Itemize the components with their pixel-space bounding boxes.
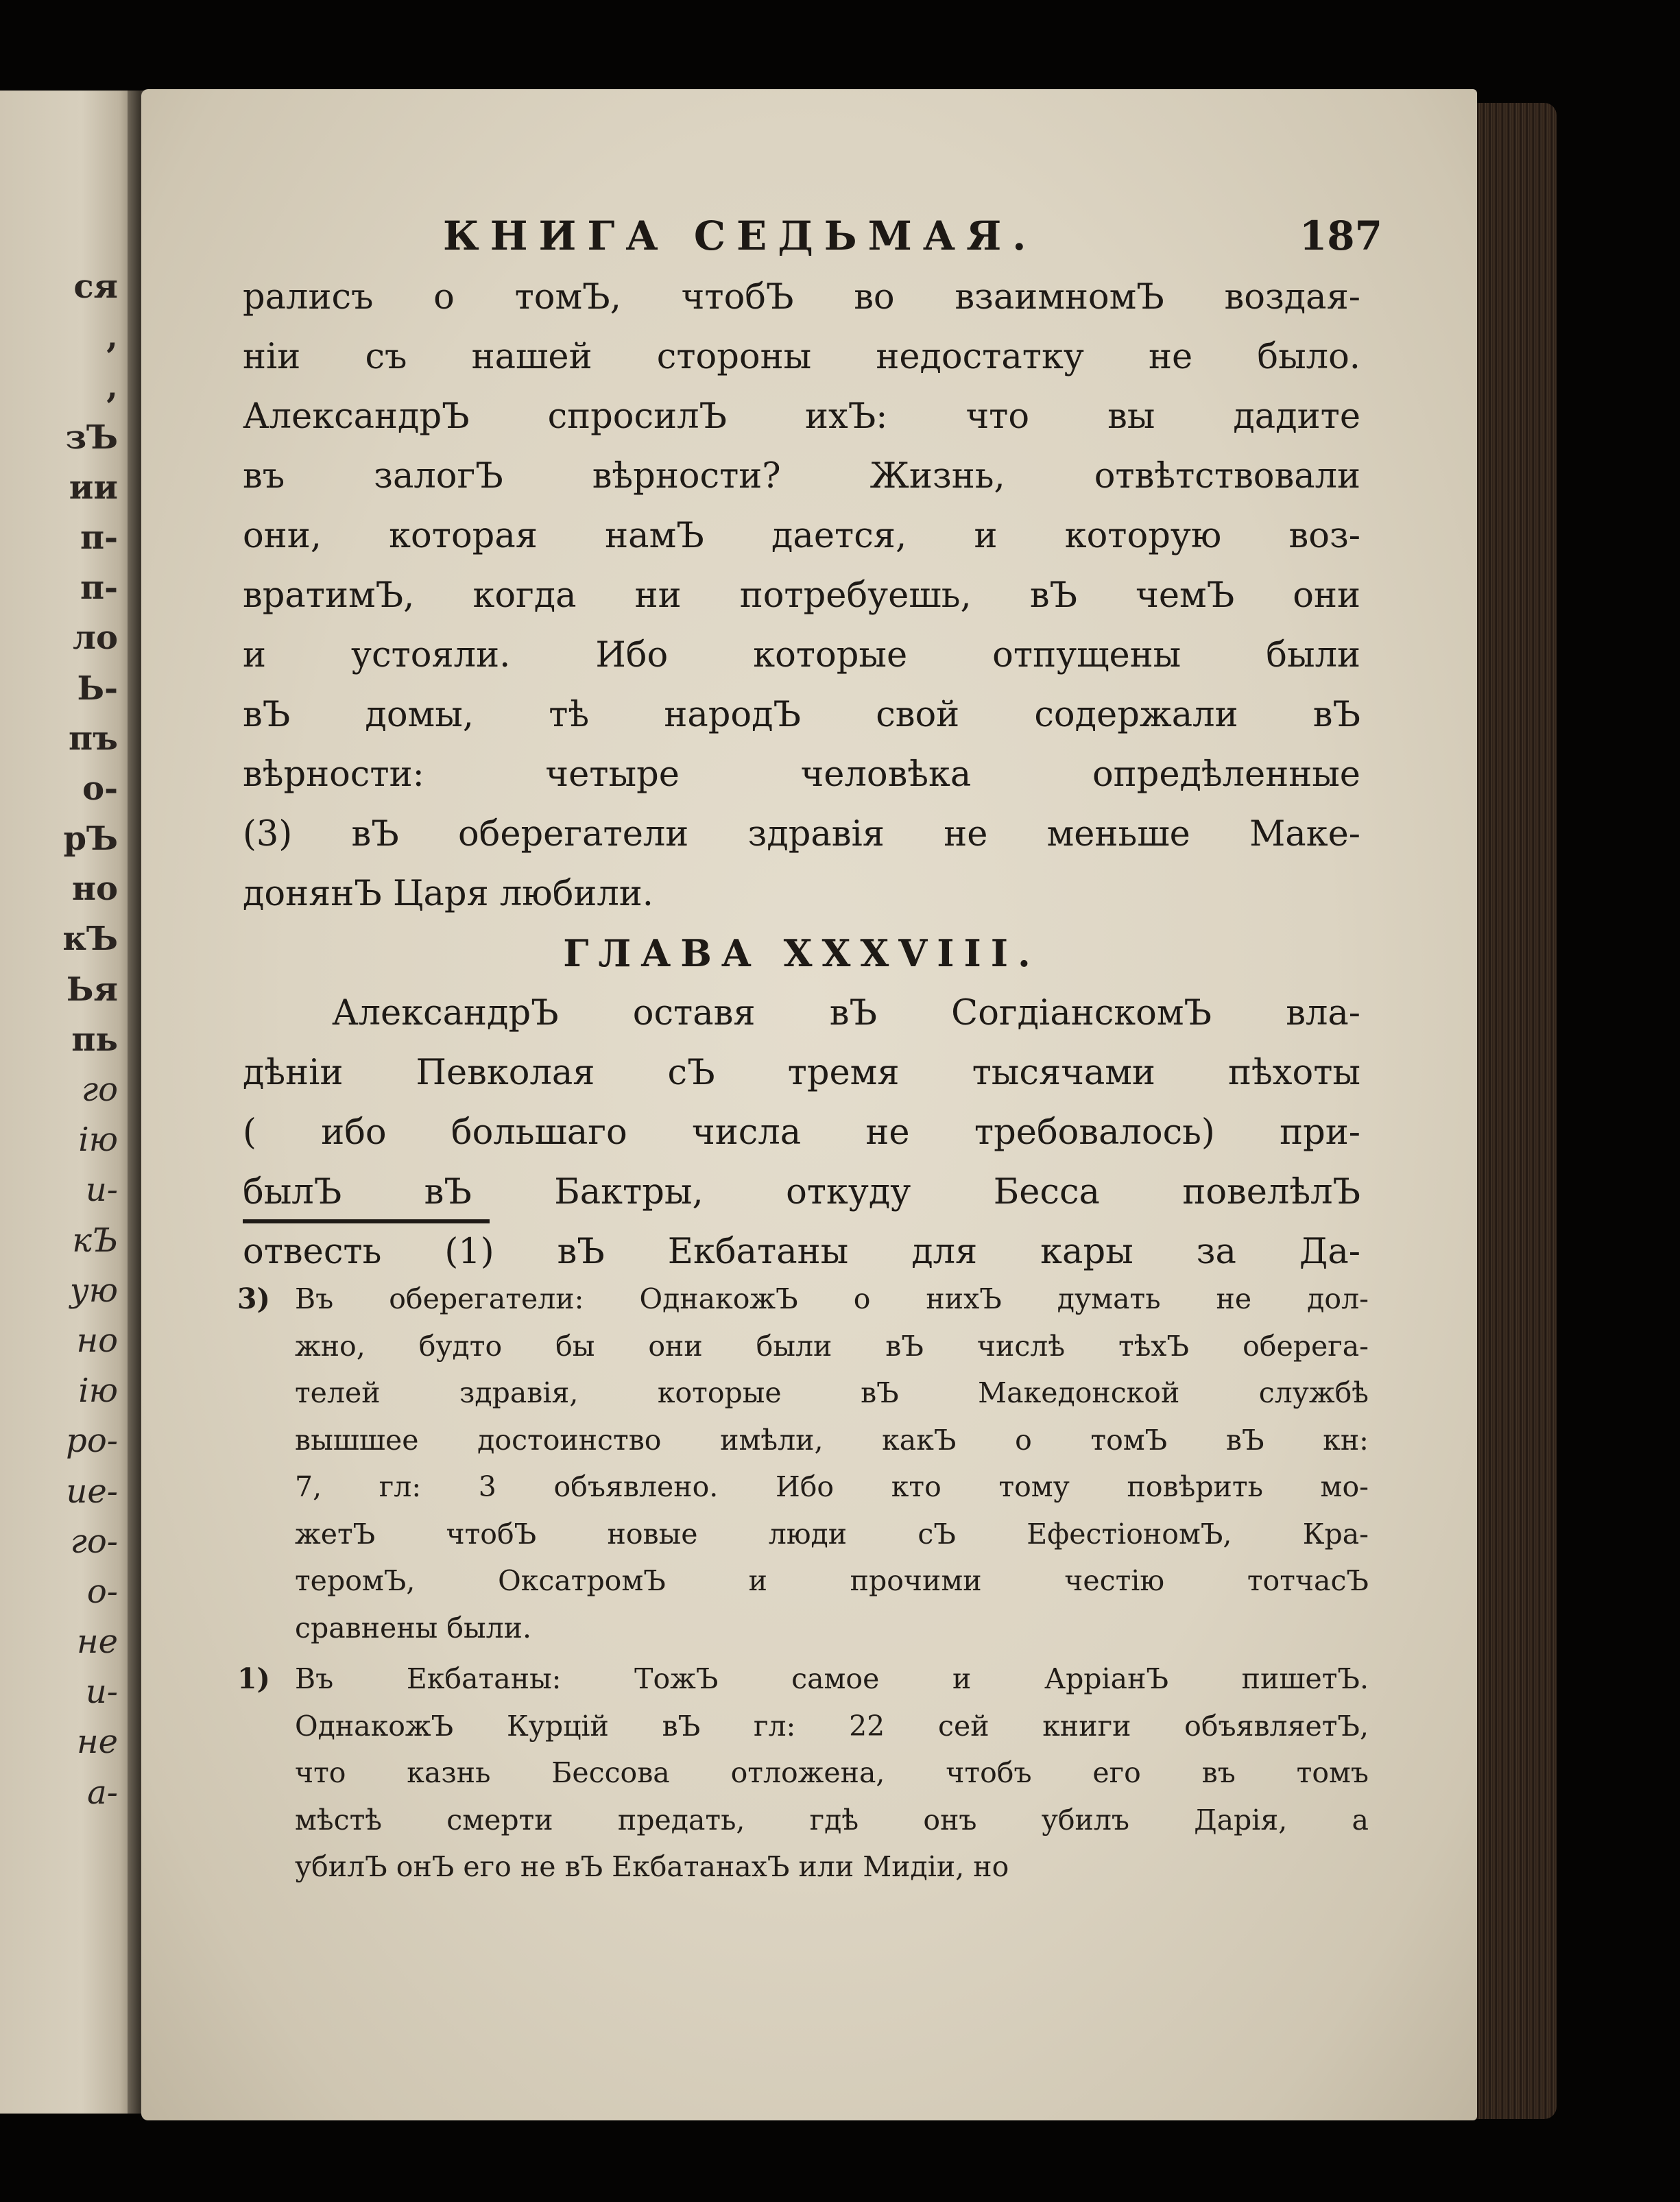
running-head: КНИГА СЕДЬМАЯ. bbox=[443, 213, 1037, 259]
footnote-line: что казнь Бессова отложена, чтобъ его въ томъ bbox=[295, 1756, 1369, 1789]
left-fragment: а- bbox=[87, 1773, 118, 1812]
footnote-line: убилЪ онЪ его не вЪ ЕкбатанахЪ или Мидіи, но bbox=[295, 1850, 1009, 1883]
left-fragment: ся bbox=[73, 267, 118, 306]
text-line: былЪ вЪ Бактры, откуду Бесса повелѣлЪ bbox=[243, 1172, 1360, 1212]
left-fragment: но bbox=[71, 870, 118, 909]
left-fragment: Ья bbox=[66, 970, 118, 1009]
text-line: и устояли. Ибо которые отпущены были bbox=[243, 635, 1360, 675]
text-line: (3) вЪ оберегатели здравія не меньше Маке- bbox=[243, 814, 1360, 854]
left-fragment: ло bbox=[73, 619, 118, 658]
footnote-line bbox=[237, 1276, 1369, 1323]
footnotes bbox=[237, 1276, 1369, 1891]
left-fragment: ро- bbox=[66, 1422, 118, 1461]
text-line: дѣніи Певколая сЪ тремя тысячами пѣхоты bbox=[243, 1053, 1360, 1093]
chapter-title: ГЛАВА XXXVIII. bbox=[563, 931, 1040, 975]
footnote-marker: 3) bbox=[237, 1282, 270, 1315]
left-fragment: п- bbox=[80, 518, 118, 557]
left-fragment: не bbox=[76, 1723, 118, 1762]
left-fragment: о- bbox=[86, 1572, 118, 1611]
footnote-line: сравнены были. bbox=[295, 1611, 532, 1644]
footnote-divider bbox=[243, 1219, 490, 1223]
text-line: они, которая намЪ дается, и которую воз- bbox=[243, 516, 1360, 556]
page-block-edge bbox=[1467, 103, 1557, 2119]
left-fragment: Ь- bbox=[77, 669, 118, 708]
left-fragment: не bbox=[76, 1623, 118, 1662]
text-line: вѣрности: четыре человѣка опредѣленные bbox=[243, 754, 1360, 795]
left-fragment: рЪ bbox=[63, 819, 118, 859]
left-fragment: го- bbox=[70, 1522, 118, 1561]
footnote-line: 7, гл: 3 объявлено. Ибо кто тому повѣрить мо- bbox=[295, 1470, 1369, 1503]
right-page bbox=[141, 89, 1477, 2120]
left-fragment: кЪ bbox=[72, 1221, 118, 1260]
left-page-fragments bbox=[0, 262, 130, 1818]
left-fragment: и- bbox=[85, 1171, 118, 1210]
left-fragment: , bbox=[106, 368, 118, 407]
footnote-text: Въ оберегатели: ОднакожЪ о нихЪ думать не дол- bbox=[295, 1282, 1369, 1315]
text-line: отвесть (1) вЪ Екбатаны для кары за Да- bbox=[243, 1232, 1360, 1272]
text-line: вратимЪ, когда ни потребуешь, вЪ чемЪ они bbox=[243, 575, 1360, 616]
main-text bbox=[243, 267, 1360, 1282]
footnote-line: теромЪ, ОксатромЪ и прочими честію тотчасЪ bbox=[295, 1564, 1369, 1597]
footnote-line: телей здравія, которые вЪ Македонской службѣ bbox=[295, 1376, 1369, 1409]
footnote-line: вышшее достоинство имѣли, какЪ о томЪ вЪ кн: bbox=[295, 1423, 1369, 1457]
left-facing-page bbox=[0, 91, 136, 2114]
footnote-line: жно, будто бы они были вЪ числѣ тѣхЪ оберега- bbox=[295, 1329, 1369, 1363]
footnote-line: мѣстѣ смерти предать, гдѣ онъ убилъ Дарія, а bbox=[295, 1803, 1369, 1836]
left-fragment: пь bbox=[71, 1020, 118, 1059]
left-fragment: и- bbox=[85, 1673, 118, 1712]
text-line: АлександрЪ спросилЪ ихЪ: что вы дадите bbox=[243, 396, 1360, 437]
footnote-marker: 1) bbox=[237, 1662, 270, 1695]
text-line: АлександрЪ оставя вЪ СогдіанскомЪ вла- bbox=[332, 993, 1360, 1033]
left-fragment: го bbox=[81, 1070, 118, 1109]
text-line: ралисъ о томЪ, чтобЪ во взаимномЪ воздая- bbox=[243, 277, 1360, 318]
page-number: 187 bbox=[1299, 213, 1382, 259]
left-fragment: , bbox=[106, 318, 118, 357]
left-fragment: ію bbox=[78, 1372, 118, 1411]
left-fragment: ую bbox=[69, 1271, 118, 1310]
text-line: ніи съ нашей стороны недостатку не было. bbox=[243, 337, 1360, 377]
footnote-text: Въ Екбатаны: ТожЪ самое и АрріанЪ пишетЪ. bbox=[295, 1662, 1369, 1695]
footnote-line bbox=[237, 1655, 1369, 1703]
page-header bbox=[278, 213, 1410, 274]
left-fragment: п- bbox=[80, 569, 118, 608]
left-fragment: пъ bbox=[69, 719, 118, 758]
footnote-line: ОднакожЪ Курцій вЪ гл: 22 сей книги объявляетЪ, bbox=[295, 1709, 1369, 1743]
text-line: ( ибо большаго числа не требовалось) при- bbox=[243, 1112, 1360, 1153]
left-fragment: ии bbox=[69, 468, 118, 507]
footnote-line: жетЪ чтобЪ новые люди сЪ ЕфестіономЪ, Кра- bbox=[295, 1517, 1369, 1551]
text-line: донянЪ Царя любили. bbox=[243, 874, 654, 914]
left-fragment: о- bbox=[82, 769, 118, 808]
left-fragment: но bbox=[76, 1321, 118, 1360]
left-fragment: ие- bbox=[66, 1472, 118, 1511]
left-fragment: зЪ bbox=[65, 418, 118, 457]
left-fragment: кЪ bbox=[62, 920, 118, 959]
left-fragment: ію bbox=[78, 1121, 118, 1160]
text-line: въ залогЪ вѣрности? Жизнь, отвѣтствовали bbox=[243, 456, 1360, 496]
text-line: вЪ домы, тѣ народЪ свой содержали вЪ bbox=[243, 695, 1360, 735]
